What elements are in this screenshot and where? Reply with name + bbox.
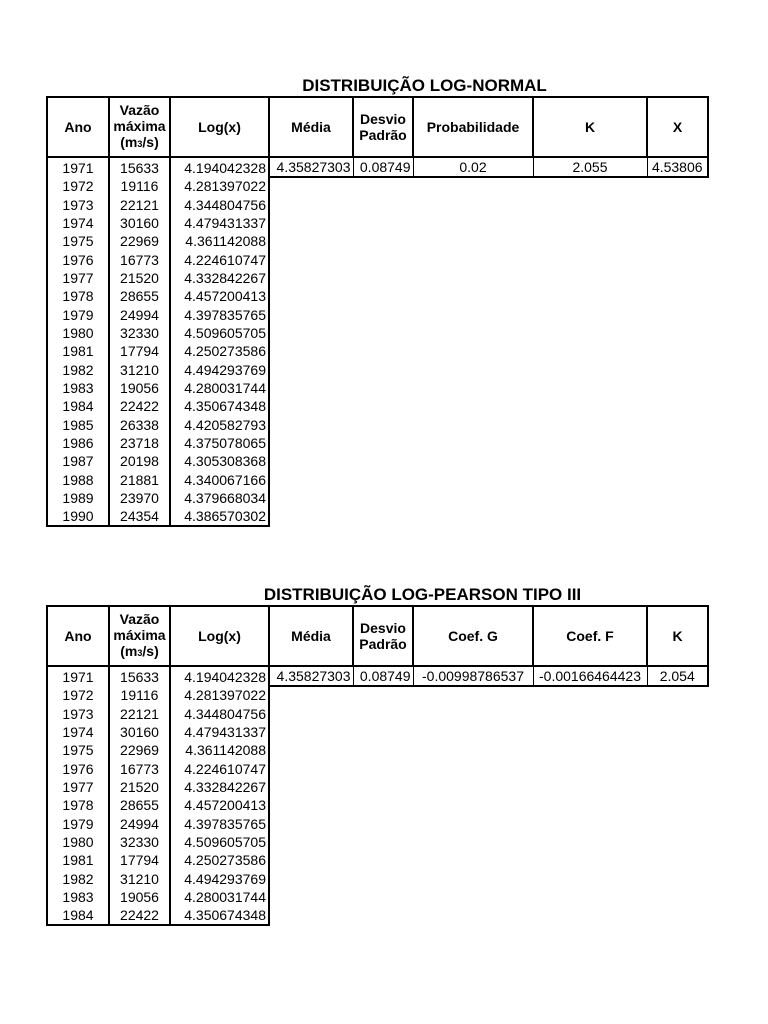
cell-log: 4.420582793 — [170, 415, 269, 433]
cell-vazao: 24354 — [109, 507, 170, 526]
table-row — [47, 814, 708, 832]
table-row — [47, 157, 708, 177]
cell-vazao: 22969 — [109, 741, 170, 759]
header-vazao — [109, 606, 170, 666]
cell-ano: 1973 — [47, 704, 109, 722]
cell-media: 4.35827303 — [269, 666, 353, 686]
cell-log: 4.344804756 — [170, 704, 269, 722]
empty-cell — [269, 796, 708, 814]
cell-log: 4.397835765 — [170, 305, 269, 323]
table-row — [47, 360, 708, 378]
cell-vazao: 22422 — [109, 397, 170, 415]
empty-cell — [269, 305, 708, 323]
empty-cell — [269, 869, 708, 887]
cell-ano: 1977 — [47, 778, 109, 796]
header-log: Log(x) — [170, 606, 269, 666]
cell-log: 4.479431337 — [170, 723, 269, 741]
table-row — [47, 177, 708, 195]
cell-ano: 1983 — [47, 888, 109, 906]
empty-cell — [269, 195, 708, 213]
cell-log: 4.281397022 — [170, 177, 269, 195]
cell-ano: 1971 — [47, 157, 109, 177]
table-row — [47, 851, 708, 869]
cell-log: 4.397835765 — [170, 814, 269, 832]
cell-vazao: 21520 — [109, 778, 170, 796]
header-desvio — [353, 606, 413, 666]
header-ano: Ano — [47, 606, 109, 666]
cell-log: 4.361142088 — [170, 741, 269, 759]
cell-log: 4.494293769 — [170, 869, 269, 887]
cell-desvio: 0.08749 — [353, 666, 413, 686]
header-media: Média — [269, 97, 353, 157]
cell-ano: 1975 — [47, 741, 109, 759]
cell-vazao: 28655 — [109, 287, 170, 305]
cell-ano: 1981 — [47, 342, 109, 360]
empty-cell — [269, 741, 708, 759]
table-row — [47, 833, 708, 851]
cell-log: 4.350674348 — [170, 397, 269, 415]
empty-cell — [269, 888, 708, 906]
empty-cell — [269, 906, 708, 925]
cell-log: 4.305308368 — [170, 452, 269, 470]
empty-cell — [269, 778, 708, 796]
cell-vazao: 24994 — [109, 814, 170, 832]
cell-ano: 1971 — [47, 666, 109, 686]
header-coef-g: Coef. G — [413, 606, 533, 666]
cell-log: 4.350674348 — [170, 906, 269, 925]
logpearson-table — [46, 605, 709, 926]
cell-stat-8: 4.53806 — [647, 157, 708, 177]
table-row — [47, 741, 708, 759]
empty-cell — [269, 214, 708, 232]
header-desvio-line1: Desvio — [360, 111, 406, 127]
header-desvio-line1: Desvio — [360, 620, 406, 636]
empty-cell — [269, 704, 708, 722]
header-ano: Ano — [47, 97, 109, 157]
table-row — [47, 214, 708, 232]
cell-ano: 1980 — [47, 833, 109, 851]
cell-ano: 1983 — [47, 379, 109, 397]
header-x: X — [647, 97, 708, 157]
table-row — [47, 269, 708, 287]
cell-ano: 1980 — [47, 324, 109, 342]
cell-vazao: 19116 — [109, 686, 170, 704]
cell-log: 4.386570302 — [170, 507, 269, 526]
cell-log: 4.250273586 — [170, 851, 269, 869]
cell-log: 4.379668034 — [170, 489, 269, 507]
cell-ano: 1975 — [47, 232, 109, 250]
header-vazao-line3a: (m — [120, 134, 138, 150]
cell-log: 4.344804756 — [170, 195, 269, 213]
cell-vazao: 19116 — [109, 177, 170, 195]
cell-ano: 1973 — [47, 195, 109, 213]
cell-log: 4.457200413 — [170, 287, 269, 305]
table-row — [47, 471, 708, 489]
header-vazao-line2: máxima — [113, 118, 166, 134]
cell-ano: 1974 — [47, 723, 109, 741]
cell-vazao: 30160 — [109, 723, 170, 741]
cell-ano: 1985 — [47, 415, 109, 433]
cell-ano: 1972 — [47, 177, 109, 195]
cell-vazao: 31210 — [109, 869, 170, 887]
table-row — [47, 305, 708, 323]
header-vazao-line3b: /s) — [142, 643, 159, 659]
table-row — [47, 232, 708, 250]
table-row — [47, 507, 708, 526]
empty-cell — [269, 342, 708, 360]
cell-media: 4.35827303 — [269, 157, 353, 177]
cell-vazao: 15633 — [109, 666, 170, 686]
empty-cell — [269, 833, 708, 851]
cell-log: 4.494293769 — [170, 360, 269, 378]
cell-log: 4.509605705 — [170, 324, 269, 342]
cell-log: 4.479431337 — [170, 214, 269, 232]
empty-cell — [269, 814, 708, 832]
header-vazao-line1: Vazão — [119, 611, 160, 627]
header-desvio-line2: Padrão — [359, 636, 407, 652]
table-row — [47, 397, 708, 415]
cell-stat-8: 2.054 — [647, 666, 708, 686]
table-row — [47, 287, 708, 305]
cell-ano: 1984 — [47, 906, 109, 925]
cell-ano: 1986 — [47, 434, 109, 452]
cell-vazao: 23718 — [109, 434, 170, 452]
cell-vazao: 21520 — [109, 269, 170, 287]
empty-cell — [269, 379, 708, 397]
header-vazao-sup: 3 — [137, 139, 143, 149]
table-row — [47, 704, 708, 722]
cell-vazao: 16773 — [109, 759, 170, 777]
cell-ano: 1978 — [47, 287, 109, 305]
cell-log: 4.457200413 — [170, 796, 269, 814]
table-row — [47, 342, 708, 360]
cell-ano: 1981 — [47, 851, 109, 869]
cell-vazao: 22422 — [109, 906, 170, 925]
cell-vazao: 22121 — [109, 195, 170, 213]
cell-vazao: 32330 — [109, 833, 170, 851]
cell-ano: 1974 — [47, 214, 109, 232]
cell-ano: 1982 — [47, 869, 109, 887]
cell-stat-6: 0.02 — [413, 157, 533, 177]
empty-cell — [269, 232, 708, 250]
table-row — [47, 666, 708, 686]
cell-log: 4.509605705 — [170, 833, 269, 851]
header-probabilidade: Probabilidade — [413, 97, 533, 157]
table-row — [47, 723, 708, 741]
lognormal-table — [46, 96, 709, 527]
cell-ano: 1990 — [47, 507, 109, 526]
empty-cell — [269, 686, 708, 704]
header-k: K — [533, 97, 647, 157]
cell-ano: 1976 — [47, 759, 109, 777]
cell-log: 4.340067166 — [170, 471, 269, 489]
table-row — [47, 324, 708, 342]
cell-vazao: 22121 — [109, 704, 170, 722]
empty-cell — [269, 360, 708, 378]
cell-vazao: 19056 — [109, 379, 170, 397]
empty-cell — [269, 269, 708, 287]
empty-cell — [269, 434, 708, 452]
header-log: Log(x) — [170, 97, 269, 157]
empty-cell — [269, 471, 708, 489]
cell-desvio: 0.08749 — [353, 157, 413, 177]
header-vazao-line2: máxima — [113, 627, 166, 643]
cell-ano: 1976 — [47, 250, 109, 268]
cell-stat-7: 2.055 — [533, 157, 647, 177]
table-row — [47, 415, 708, 433]
cell-log: 4.332842267 — [170, 269, 269, 287]
cell-log: 4.224610747 — [170, 759, 269, 777]
empty-cell — [269, 415, 708, 433]
empty-cell — [269, 452, 708, 470]
cell-log: 4.194042328 — [170, 157, 269, 177]
empty-cell — [269, 723, 708, 741]
cell-stat-6: -0.00998786537 — [413, 666, 533, 686]
cell-log: 4.250273586 — [170, 342, 269, 360]
table-row — [47, 250, 708, 268]
cell-vazao: 17794 — [109, 851, 170, 869]
logpearson-title: DISTRIBUIÇÃO LOG-PEARSON TIPO III — [263, 585, 582, 604]
empty-cell — [269, 759, 708, 777]
cell-vazao: 19056 — [109, 888, 170, 906]
table-row — [47, 888, 708, 906]
cell-log: 4.280031744 — [170, 379, 269, 397]
cell-ano: 1982 — [47, 360, 109, 378]
cell-vazao: 30160 — [109, 214, 170, 232]
cell-ano: 1972 — [47, 686, 109, 704]
empty-cell — [269, 177, 708, 195]
cell-log: 4.224610747 — [170, 250, 269, 268]
empty-cell — [269, 507, 708, 526]
empty-cell — [269, 851, 708, 869]
table-row — [47, 759, 708, 777]
cell-stat-7: -0.00166464423 — [533, 666, 647, 686]
table-row — [47, 796, 708, 814]
header-row — [47, 97, 708, 157]
cell-log: 4.361142088 — [170, 232, 269, 250]
table-row — [47, 379, 708, 397]
cell-ano: 1979 — [47, 305, 109, 323]
cell-ano: 1984 — [47, 397, 109, 415]
cell-vazao: 24994 — [109, 305, 170, 323]
empty-cell — [269, 250, 708, 268]
table-row — [47, 906, 708, 925]
cell-log: 4.280031744 — [170, 888, 269, 906]
cell-vazao: 21881 — [109, 471, 170, 489]
cell-vazao: 22969 — [109, 232, 170, 250]
cell-vazao: 32330 — [109, 324, 170, 342]
cell-log: 4.332842267 — [170, 778, 269, 796]
empty-cell — [269, 397, 708, 415]
table-row — [47, 778, 708, 796]
cell-vazao: 26338 — [109, 415, 170, 433]
table-row — [47, 434, 708, 452]
empty-cell — [269, 489, 708, 507]
cell-vazao: 28655 — [109, 796, 170, 814]
cell-log: 4.375078065 — [170, 434, 269, 452]
header-vazao-line3b: /s) — [142, 134, 159, 150]
header-vazao-line1: Vazão — [119, 102, 160, 118]
header-vazao-sup: 3 — [137, 648, 143, 658]
header-coef-f: Coef. F — [533, 606, 647, 666]
cell-ano: 1989 — [47, 489, 109, 507]
cell-vazao: 31210 — [109, 360, 170, 378]
table-row — [47, 452, 708, 470]
header-vazao — [109, 97, 170, 157]
empty-cell — [269, 324, 708, 342]
cell-vazao: 20198 — [109, 452, 170, 470]
table-row — [47, 869, 708, 887]
empty-cell — [269, 287, 708, 305]
header-k: K — [647, 606, 708, 666]
table-row — [47, 686, 708, 704]
header-desvio-line2: Padrão — [359, 127, 407, 143]
cell-ano: 1979 — [47, 814, 109, 832]
table-row — [47, 195, 708, 213]
header-desvio — [353, 97, 413, 157]
cell-log: 4.281397022 — [170, 686, 269, 704]
header-media: Média — [269, 606, 353, 666]
cell-log: 4.194042328 — [170, 666, 269, 686]
cell-ano: 1987 — [47, 452, 109, 470]
lognormal-title: DISTRIBUIÇÃO LOG-NORMAL — [302, 76, 547, 95]
cell-ano: 1977 — [47, 269, 109, 287]
header-row — [47, 606, 708, 666]
cell-ano: 1988 — [47, 471, 109, 489]
cell-vazao: 17794 — [109, 342, 170, 360]
cell-vazao: 16773 — [109, 250, 170, 268]
cell-vazao: 23970 — [109, 489, 170, 507]
cell-ano: 1978 — [47, 796, 109, 814]
table-row — [47, 489, 708, 507]
cell-vazao: 15633 — [109, 157, 170, 177]
header-vazao-line3a: (m — [120, 643, 138, 659]
